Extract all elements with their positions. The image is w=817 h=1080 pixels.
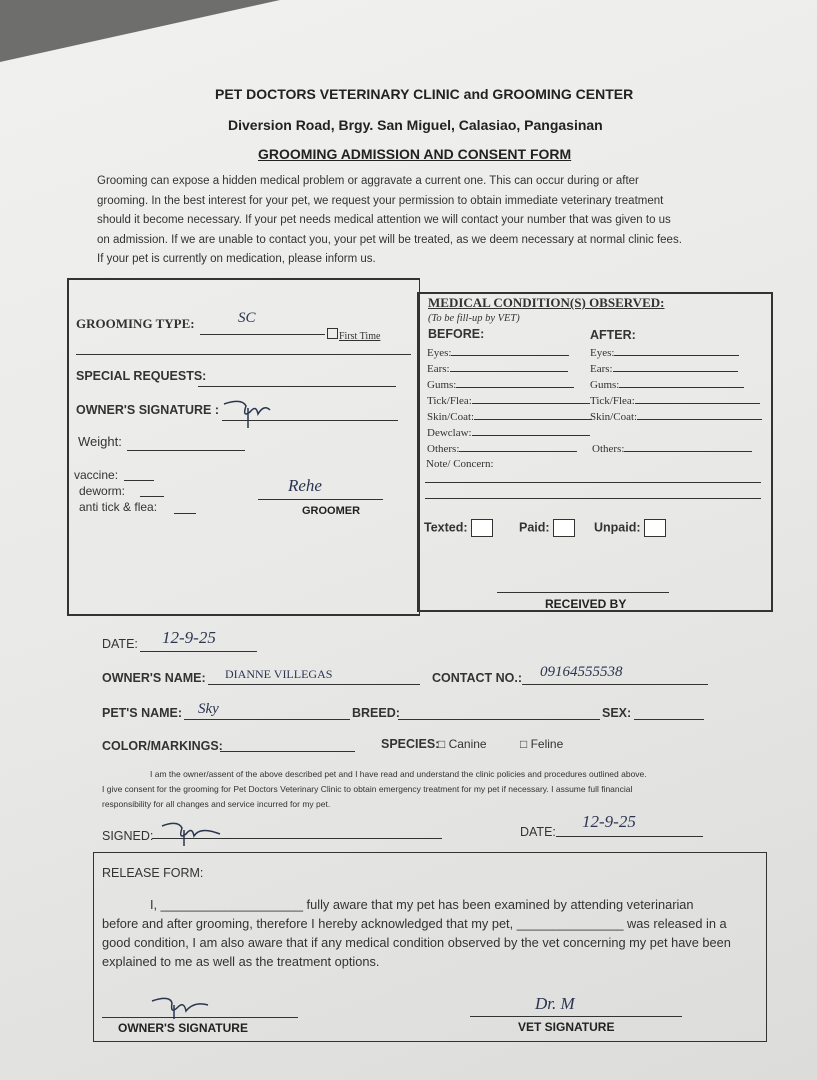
owner-name-value[interactable]: DIANNE VILLEGAS (225, 667, 333, 681)
signed-signature-image (160, 818, 230, 848)
paid-checkbox[interactable]: Paid: (519, 519, 575, 537)
medical-field[interactable] (590, 377, 744, 391)
contact-field[interactable] (522, 684, 708, 685)
pet-name-label: PET'S NAME: (102, 706, 183, 720)
medical-field[interactable] (427, 425, 590, 439)
medical-field-label: Tick/Flea: (427, 395, 472, 407)
medical-field-label: Dewclaw: (427, 427, 472, 439)
grooming-type-line (200, 334, 325, 335)
first-time-checkbox[interactable]: First Time (327, 328, 380, 342)
grooming-type-value[interactable]: SC (238, 310, 256, 326)
color-field[interactable] (220, 751, 355, 752)
sex-field[interactable] (634, 719, 704, 720)
medical-field[interactable] (427, 393, 590, 407)
groomer-line (258, 499, 383, 500)
groomer-label: GROOMER (302, 505, 361, 517)
note-field-2[interactable] (425, 498, 761, 499)
owner-name-label: OWNER'S NAME: (102, 671, 206, 685)
medical-field[interactable] (590, 361, 738, 375)
consent-text: I am the owner/assent of the above described pet and I have read and understand the clinic policies and procedures outlined above. I give consent for the grooming for Pet Doctors Veterinary Clinic to obtain emergency treatment for my pet if necessary. I assume full financial responsibility for all changes and service incurred for my pet. (102, 769, 647, 809)
medical-field[interactable] (427, 409, 592, 423)
medical-field[interactable] (590, 393, 760, 407)
medical-field-label: Others: (427, 443, 460, 455)
pet-name-value[interactable]: Sky (198, 701, 219, 717)
species-label: SPECIES: (381, 737, 440, 751)
vet-signature-value[interactable]: Dr. M (535, 994, 575, 1013)
medical-field-label: Tick/Flea: (590, 395, 635, 407)
feline-checkbox[interactable]: □ Feline (520, 737, 564, 751)
medical-title: MEDICAL CONDITION(S) OBSERVED: (428, 295, 665, 310)
signed-label: SIGNED: (102, 829, 154, 843)
special-requests-label: SPECIAL REQUESTS: (76, 369, 207, 383)
owner-signature-image (222, 398, 282, 430)
medical-field[interactable] (427, 377, 574, 391)
owner-name-field[interactable] (208, 684, 420, 685)
medical-subtitle: (To be fill-up by VET) (428, 313, 520, 324)
clinic-address: Diversion Road, Brgy. San Miguel, Calasiao, Pangasinan (228, 117, 603, 133)
grooming-type-label: GROOMING TYPE: (76, 316, 195, 331)
received-by-line[interactable] (497, 592, 669, 593)
owner-signature-label: OWNER'S SIGNATURE : (76, 403, 220, 417)
owner-signature-label-release: OWNER'S SIGNATURE (118, 1021, 248, 1035)
medical-field[interactable] (590, 409, 762, 423)
medical-field[interactable] (592, 441, 752, 455)
texted-checkbox[interactable]: Texted: (424, 519, 493, 537)
medical-field-label: Gums: (590, 379, 620, 391)
date-label: DATE: (102, 637, 138, 651)
medical-field[interactable] (427, 345, 569, 359)
contact-label: CONTACT NO.: (432, 671, 523, 685)
deworm-label: deworm: (79, 484, 126, 498)
canine-checkbox[interactable]: □ Canine (438, 737, 487, 751)
date-value[interactable]: 12-9-25 (162, 628, 216, 647)
medical-field[interactable] (427, 441, 577, 455)
release-text: I, ____________________ fully aware that my pet has been examined by attending veterinarian before and after grooming, therefore I hereby acknowledged that my pet, _______________ was released in a good condition, I am also aware that if any medical condition observed by the vet concerning my pet have been explained to me as well as the treatment options. (102, 897, 731, 969)
color-label: COLOR/MARKINGS: (102, 739, 223, 753)
contact-value[interactable]: 09164555538 (540, 664, 623, 680)
medical-field[interactable] (427, 361, 568, 375)
before-label: BEFORE: (428, 327, 485, 341)
vet-signature-label: VET SIGNATURE (518, 1020, 615, 1034)
release-owner-signature-image (150, 993, 220, 1021)
breed-label: BREED: (352, 706, 400, 720)
vaccine-label: vaccine: (74, 468, 119, 482)
antitick-field[interactable] (174, 513, 196, 514)
breed-field[interactable] (398, 719, 600, 720)
signed-date-label: DATE: (520, 825, 556, 839)
medical-field-label: Eyes: (590, 347, 615, 359)
sex-label: SEX: (602, 706, 632, 720)
signed-date-value[interactable]: 12-9-25 (582, 812, 636, 831)
vaccine-field[interactable] (124, 480, 154, 481)
antitick-label: anti tick & flea: (79, 500, 158, 514)
intro-text: Grooming can expose a hidden medical problem or aggravate a current one. This can occur during or after grooming. In the best interest for your pet, we request your permission to obtain immediate veterinary treatment should it become necessary. If your pet needs medical attention we will contact your number that was given to us on admission. If we are unable to contact you, your pet will be treated, as we deem necessary at normal clinic fees. If your pet is currently on medication, please inform us. (97, 175, 682, 265)
medical-field-label: Others: (592, 443, 625, 455)
medical-field-label: Skin/Coat: (590, 411, 638, 423)
medical-field-label: Skin/Coat: (427, 411, 475, 423)
medical-field-label: Ears: (590, 363, 613, 375)
release-title: RELEASE FORM: (102, 866, 204, 880)
signed-date-field[interactable] (556, 836, 703, 837)
weight-field[interactable] (127, 450, 245, 451)
clinic-name: PET DOCTORS VETERINARY CLINIC and GROOMING CENTER (215, 86, 634, 102)
after-label: AFTER: (590, 328, 636, 342)
medical-field-label: Eyes: (427, 347, 452, 359)
weight-label: Weight: (78, 434, 122, 449)
received-by-label: RECEIVED BY (545, 597, 627, 611)
note-label: Note/ Concern: (426, 458, 494, 470)
special-requests-field[interactable] (198, 386, 396, 387)
vet-signature-field[interactable] (470, 1016, 682, 1017)
groomer-value[interactable]: Rehe (288, 476, 322, 495)
medical-field-label: Gums: (427, 379, 457, 391)
form-title: GROOMING ADMISSION AND CONSENT FORM (258, 146, 572, 162)
medical-field-label: Ears: (427, 363, 450, 375)
date-field[interactable] (140, 651, 257, 652)
pet-name-field[interactable] (184, 719, 350, 720)
unpaid-checkbox[interactable]: Unpaid: (594, 519, 666, 537)
divider (76, 354, 411, 355)
deworm-field[interactable] (140, 496, 164, 497)
medical-field[interactable] (590, 345, 739, 359)
note-field-1[interactable] (425, 482, 761, 483)
